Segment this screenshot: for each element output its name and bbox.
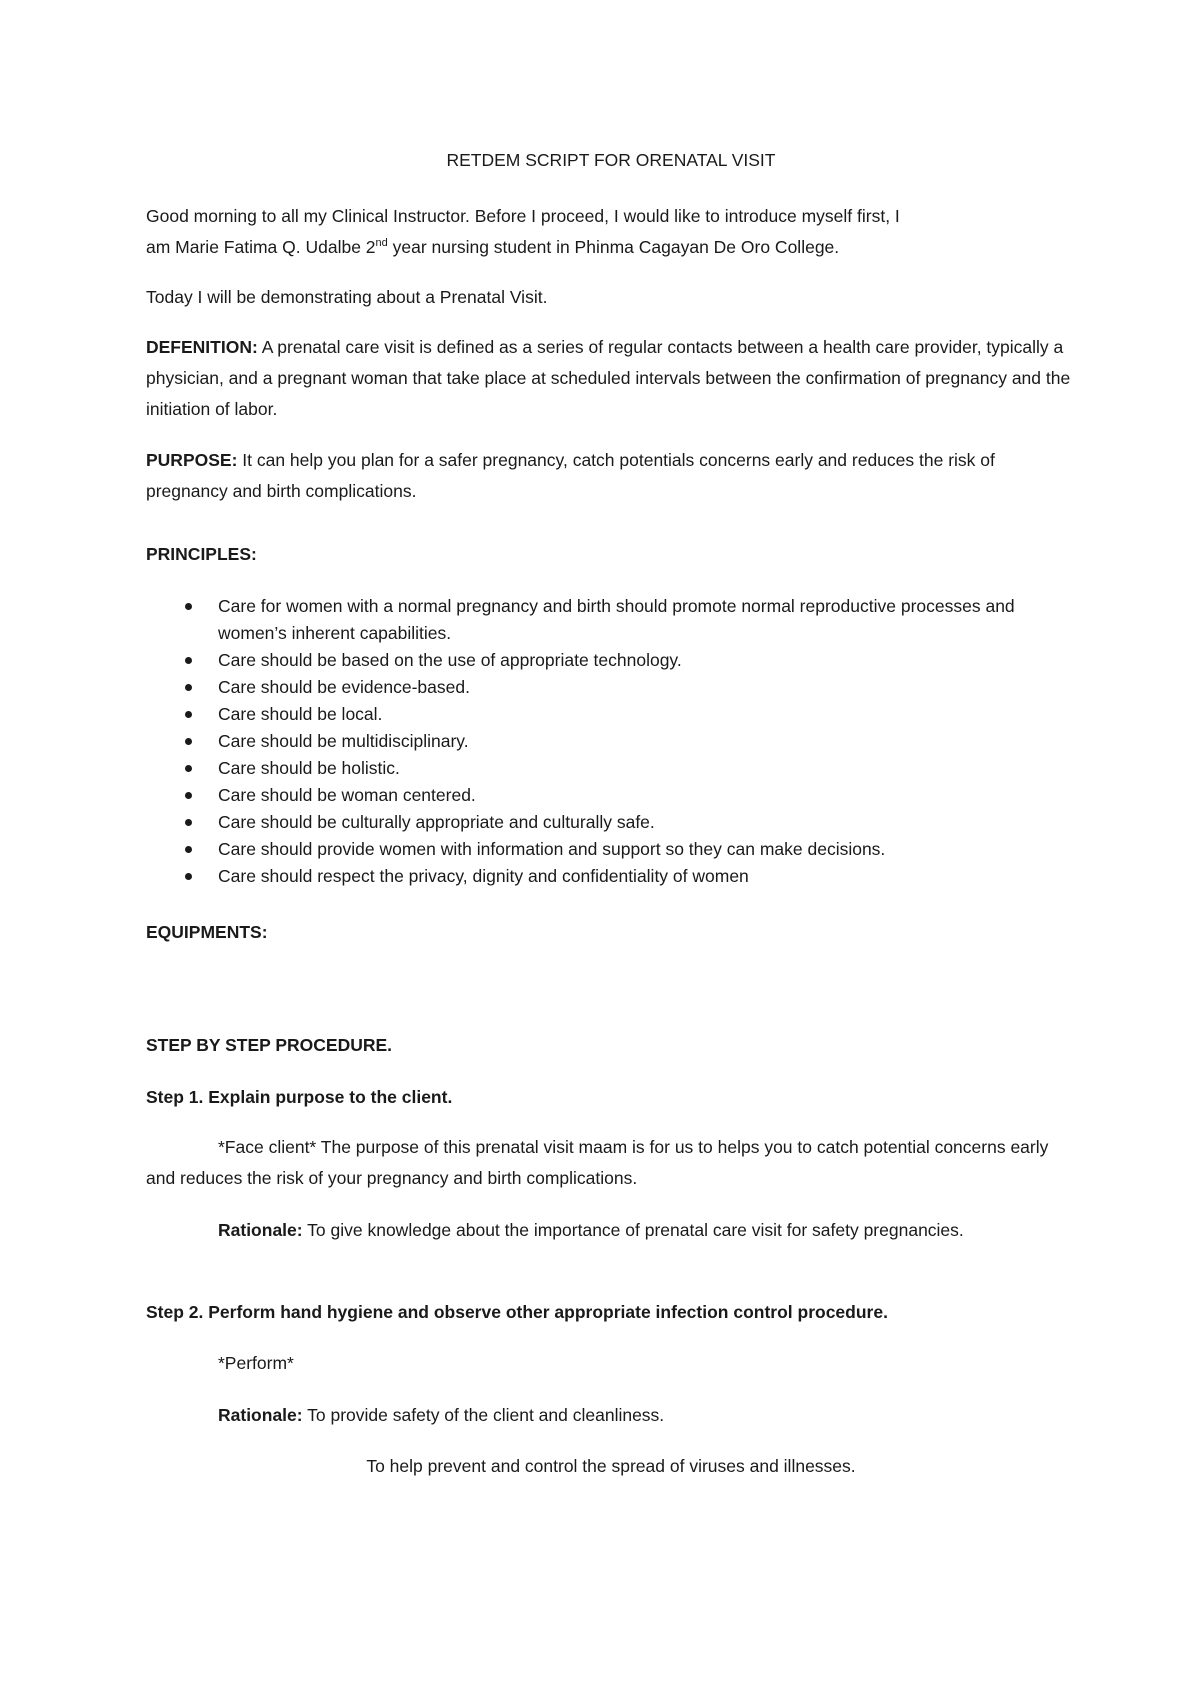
bullet-icon [185,711,192,718]
definition-text: A prenatal care visit is defined as a series of regular contacts between a health care provider, typically a physician, and a pregnant woman that take place at scheduled intervals between the confirmation of pregnancy and the initiation of labor. [146,337,1071,419]
procedure-heading: STEP BY STEP PROCEDURE. [146,1035,393,1055]
purpose-label: PURPOSE: [146,450,238,470]
list-item: Care for women with a normal pregnancy and birth should promote normal reproductive processes and women’s inherent capabilities. [146,593,1076,647]
step-2-rationale-extra: To help prevent and control the spread of viruses and illnesses. [366,1456,856,1476]
step-1-heading: Step 1. Explain purpose to the client. [146,1087,453,1107]
bullet-icon [185,684,192,691]
definition-paragraph [146,332,1076,425]
list-item: Care should respect the privacy, dignity and confidentiality of women [146,863,1076,890]
list-item: Care should be multidisciplinary. [146,728,1076,755]
list-item: Care should be based on the use of appropriate technology. [146,647,1076,674]
list-item: Care should be local. [146,701,1076,728]
bullet-icon [185,819,192,826]
list-item: Care should be culturally appropriate and culturally safe. [146,809,1076,836]
bullet-icon [185,738,192,745]
bullet-icon [185,873,192,880]
bullet-icon [185,765,192,772]
principles-heading: PRINCIPLES: [146,544,257,564]
document-title: RETDEM SCRIPT FOR ORENATAL VISIT [446,150,776,170]
list-item: Care should provide women with information and support so they can make decisions. [146,836,1076,863]
purpose-paragraph [146,445,1076,507]
ordinal-suffix: nd [375,237,388,250]
intro-line-2-start: am Marie Fatima Q. Udalbe 2 [146,237,376,257]
list-item: Care should be holistic. [146,755,1076,782]
intro-paragraph [146,201,1076,263]
list-item: Care should be woman centered. [146,782,1076,809]
step-2-rationale-text: To provide safety of the client and cleanliness. [302,1405,665,1425]
definition-label: DEFENITION: [146,337,258,357]
bullet-icon [185,846,192,853]
step-1-script: *Face client* The purpose of this prenatal visit maam is for us to helps you to catch potential concerns early and reduces the risk of your pregnancy and birth complications. [146,1137,1049,1188]
step-2-rationale-label: Rationale: [218,1405,303,1425]
step-2-heading: Step 2. Perform hand hygiene and observe other appropriate infection control procedure. [146,1302,888,1322]
equipments-heading: EQUIPMENTS: [146,922,268,942]
step-1-rationale [146,1215,1076,1246]
bullet-icon [185,657,192,664]
list-item: Care should be evidence-based. [146,674,1076,701]
bullet-icon [185,792,192,799]
step-1-rationale-label: Rationale: [218,1220,303,1240]
bullet-icon [185,603,192,610]
intro-line-1: Good morning to all my Clinical Instructor. Before I proceed, I would like to introduce myself first, I [146,206,900,226]
step-2-script: *Perform* [218,1353,294,1373]
principles-list [146,593,1076,890]
intro-line-2-end: year nursing student in Phinma Cagayan De Oro College. [387,237,840,257]
step-2-rationale [146,1400,1076,1431]
step-1-rationale-text: To give knowledge about the importance of prenatal care visit for safety pregnancies. [302,1220,964,1240]
today-paragraph: Today I will be demonstrating about a Prenatal Visit. [146,287,548,307]
purpose-text: It can help you plan for a safer pregnancy, catch potentials concerns early and reduces the risk of pregnancy and birth complications. [146,450,995,501]
